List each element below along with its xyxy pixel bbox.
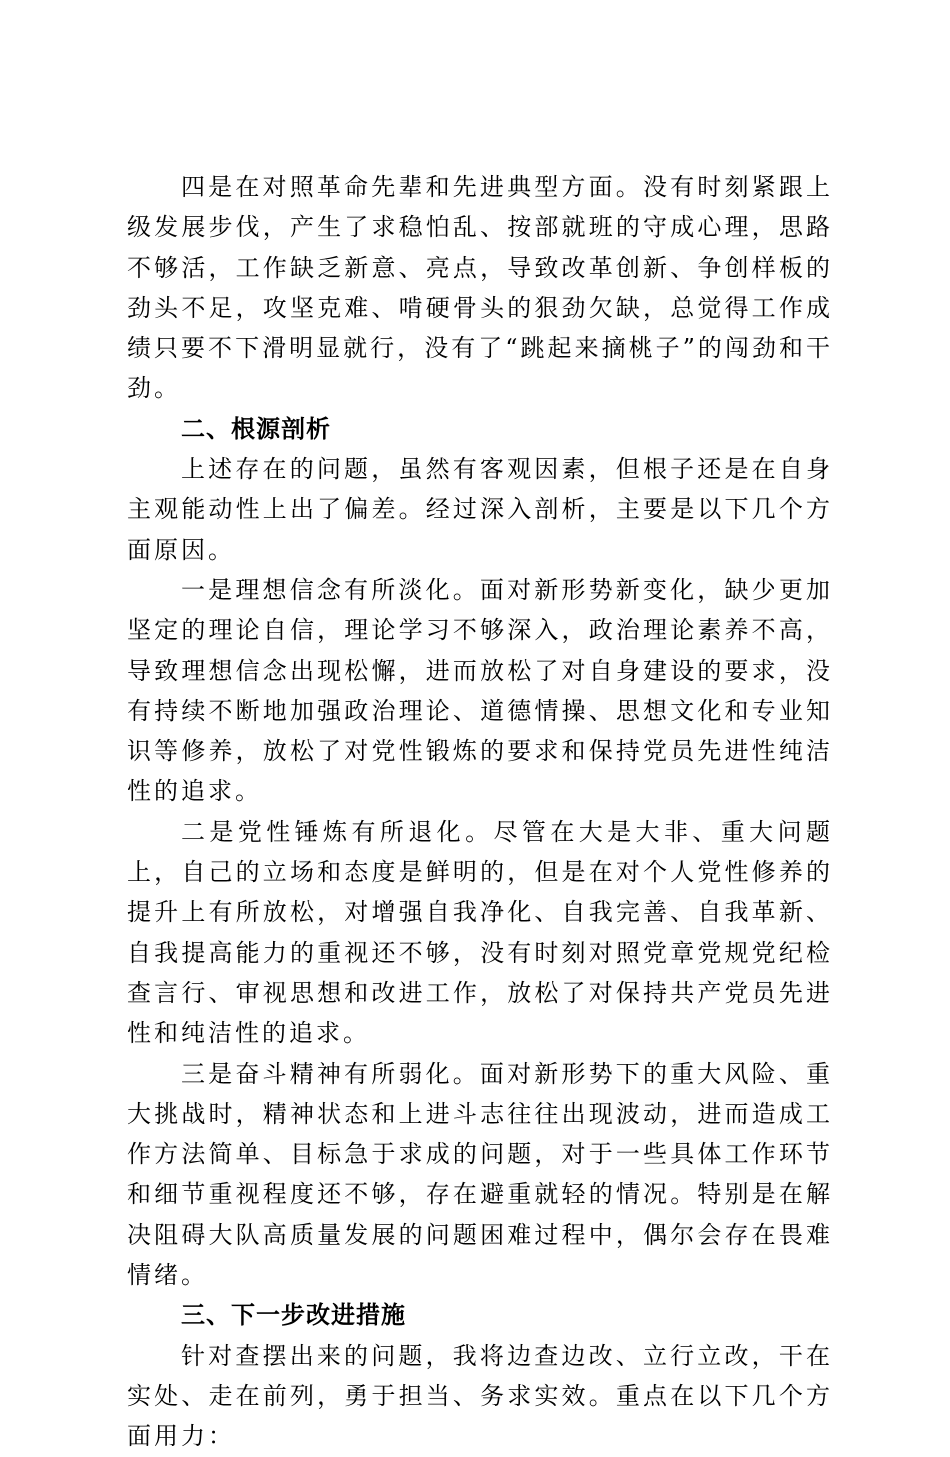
paragraph-cause-three: 三是奋斗精神有所弱化。面对新形势下的重大风险、重大挑战时，精神状态和上进斗志往往出现波动，进而造成工作方法简单、目标急于求成的问题，对于一些具体工作环节和细节重视程度还不够，存在避重就轻的情况。特别是在解决阻碍大队高质量发展的问题困难过程中，偶尔会存在畏难情绪。: [127, 1059, 833, 1290]
document-body: [127, 167, 833, 1457]
section-heading-root-cause: 二、根源剖析: [181, 414, 331, 443]
paragraph-problem-four: 四是在对照革命先辈和先进典型方面。没有时刻紧跟上级发展步伐，产生了求稳怕乱、按部就班的守成心理，思路不够活，工作缺乏新意、亮点，导致改革创新、争创样板的劲头不足，攻坚克难、啃硬骨头的狠劲欠缺，总觉得工作成绩只要不下滑明显就行，没有了“跳起来摘桃子”的闯劲和干劲。: [127, 173, 833, 403]
paragraph-cause-two: 二是党性锤炼有所退化。尽管在大是大非、重大问题上，自己的立场和态度是鲜明的，但是在对个人党性修养的提升上有所放松，对增强自我净化、自我完善、自我革新、自我提高能力的重视还不够，没有时刻对照党章党规党纪检查言行、审视思想和改进工作，放松了对保持共产党员先进性和纯洁性的追求。: [127, 817, 833, 1048]
paragraph-cause-one: 一是理想信念有所淡化。面对新形势新变化，缺少更加坚定的理论自信，理论学习不够深入，政治理论素养不高，导致理想信念出现松懈，进而放松了对自身建设的要求，没有持续不断地加强政治理论、道德情操、思想文化和专业知识等修养，放松了对党性锻炼的要求和保持党员先进性纯洁性的追求。: [127, 575, 833, 806]
paragraph-improvement-intro: 针对查摆出来的问题，我将边查边改、立行立改，干在实处、走在前列，勇于担当、务求实效。重点在以下几个方面用力：: [127, 1341, 833, 1451]
paragraph-root-cause-intro: 上述存在的问题，虽然有客观因素，但根子还是在自身主观能动性上出了偏差。经过深入剖析，主要是以下几个方面原因。: [127, 455, 833, 564]
section-heading-improvement: 三、下一步改进措施: [181, 1301, 406, 1330]
